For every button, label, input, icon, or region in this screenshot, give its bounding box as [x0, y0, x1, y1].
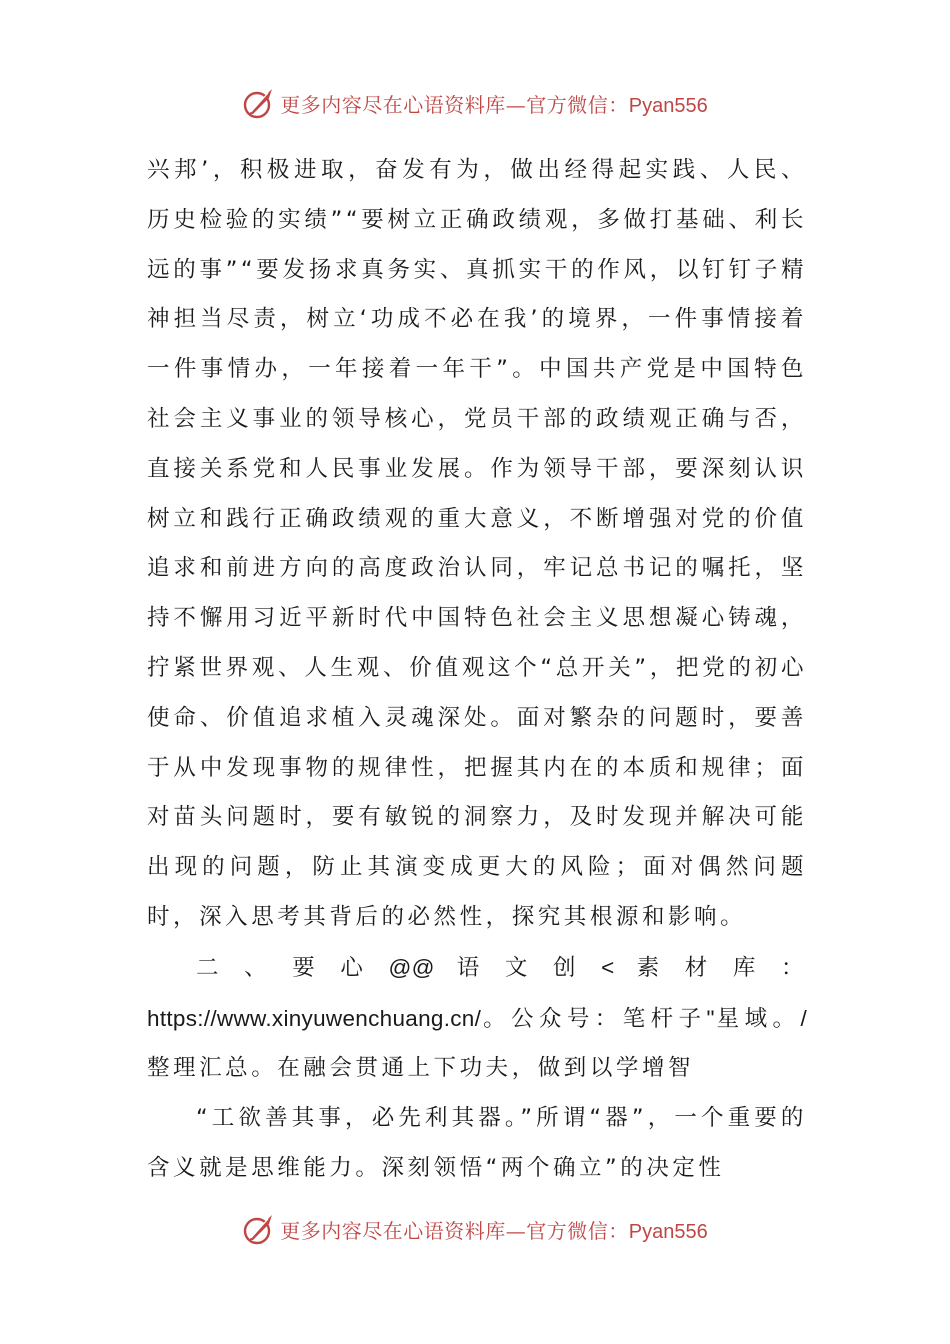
- header-wechat-account: Pyan556: [628, 94, 708, 117]
- header-banner: [0, 83, 950, 123]
- pen-logo-icon: [242, 86, 276, 120]
- header-slogan: 更多内容尽在心语资料库—官方微信：Pyan556: [280, 92, 708, 117]
- footer-wechat-account: Pyan556: [628, 1220, 708, 1243]
- source-url: https://www.xinyuwenchuang.cn/: [147, 1005, 482, 1031]
- footer-slogan: 更多内容尽在心语资料库—官方微信：Pyan556: [280, 1218, 708, 1243]
- pen-logo-icon: [242, 1212, 276, 1246]
- paragraph-2-heading: 二、要心@@语文创<素材库：https://www.xinyuwenchuang.cn/。公众号：笔杆子"星域。/整理汇总。在融会贯通上下功夫，做到以学增智: [147, 954, 807, 1082]
- footer-banner: [0, 1209, 950, 1249]
- document-body: [147, 146, 807, 1194]
- paragraph-1: 兴邦’，积极进取，奋发有为，做出经得起实践、人民、历史检验的实绩”“要树立正确政绩观，多做打基础、利长远的事”“要发扬求真务实、真抓实干的作风，以钉钉子精神担当尽责，树立‘功成不必在我’的境界，一件事情接着一件事情办，一年接着一年干”。中国共产党是中国特色社会主义事业的领导核心，党员干部的政绩观正确与否，直接关系党和人民事业发展。作为领导干部，要深刻认识树立和践行正确政绩观的重大意义，不断增强对党的价值追求和前进方向的高度政治认同，牢记总书记的嘱托，坚持不懈用习近平新时代中国特色社会主义思想凝心铸魂，拧紧世界观、人生观、价值观这个“总开关”，把党的初心使命、价值追求植入灵魂深处。面对繁杂的问题时，要善于从中发现事物的规律性，把握其内在的本质和规律；面对苗头问题时，要有敏锐的洞察力，及时发现并解决可能出现的问题，防止其演变成更大的风险；面对偶然问题时，深入思考其背后的必然性，探究其根源和影响。: [147, 157, 807, 930]
- paragraph-3: “工欲善其事，必先利其器。”所谓“器”，一个重要的含义就是思维能力。深刻领悟“两个确立”的决定性: [147, 1105, 807, 1181]
